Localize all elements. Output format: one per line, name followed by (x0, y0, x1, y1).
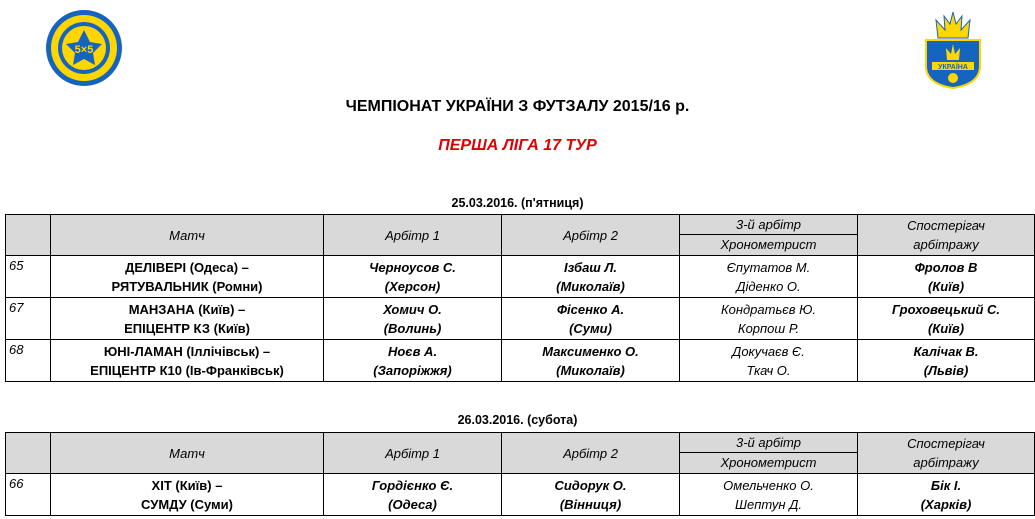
referee3-timekeeper-cell (680, 474, 858, 516)
observer-header (858, 215, 1035, 256)
observer-header-line1: Спостерігач (907, 436, 985, 451)
match-teams (51, 340, 324, 382)
referee3-name: Єпутатов М. (726, 259, 811, 275)
referee2-city: (Миколаїв) (556, 278, 625, 294)
table-header-row (6, 433, 1035, 474)
referee3-header: 3-й арбітр (680, 433, 857, 453)
observer-name: Фролов В (914, 259, 978, 275)
referee2-cell (502, 474, 680, 516)
match-date-heading: 25.03.2016. (п'ятниця) (451, 196, 584, 210)
table-header-row (6, 215, 1035, 256)
observer-city: (Харків) (920, 496, 972, 512)
team2: РЯТУВАЛЬНИК (Ромни) (111, 278, 263, 294)
referee3-timekeeper-cell (680, 298, 858, 340)
referee3-timekeeper-cell (680, 256, 858, 298)
referee1-name: Гордієнко Є. (371, 477, 454, 493)
team2: ЕПІЦЕНТР К10 (Ів-Франківськ) (90, 362, 284, 378)
referee2-cell (502, 298, 680, 340)
observer-city: (Київ) (927, 320, 965, 336)
table-row (6, 340, 1035, 382)
referee2-city: (Миколаїв) (556, 362, 625, 378)
referee1-city: (Херсон) (384, 278, 441, 294)
referee2-cell (502, 256, 680, 298)
observer-header-line2: арбітражу (913, 455, 979, 470)
schedule-table (5, 432, 1035, 516)
observer-city: (Київ) (927, 278, 965, 294)
number-header (6, 433, 51, 474)
referee3-name: Омельченко О. (723, 477, 814, 493)
observer-name: Калічак В. (913, 343, 979, 359)
team2: ЕПІЦЕНТР КЗ (Київ) (124, 320, 250, 336)
team1: ДЕЛІВЕРІ (Одеса) – (125, 259, 249, 275)
match-teams (51, 474, 324, 516)
schedule-table (5, 214, 1035, 382)
observer-city: (Львів) (923, 362, 969, 378)
match-teams (51, 298, 324, 340)
timekeeper-header: Хронометрист (720, 455, 817, 470)
referee2-name: Ізбаш Л. (563, 259, 618, 275)
futsal-association-emblem-icon (44, 8, 124, 88)
referee3-timekeeper-header (680, 215, 858, 256)
match-teams (51, 256, 324, 298)
timekeeper-name: Діденко О. (736, 278, 801, 294)
referee2-cell (502, 340, 680, 382)
referee3-name: Докучаєв Є. (732, 343, 805, 359)
referee1-city: (Запоріжжя) (373, 362, 452, 378)
referee1-name: Хомич О. (383, 301, 442, 317)
team1: МАНЗАНА (Київ) – (128, 301, 246, 317)
referee1-name: Ноєв А. (387, 343, 438, 359)
referee1-name: Черноусов С. (369, 259, 456, 275)
match-number: 68 (6, 340, 51, 382)
observer-header (858, 433, 1035, 474)
observer-cell (858, 474, 1035, 516)
referee1-cell (324, 474, 502, 516)
referee1-city: (Одеса) (388, 496, 437, 512)
timekeeper-name: Ткач О. (746, 362, 791, 378)
team1: ЮНІ-ЛАМАН (Іллічівськ) – (103, 343, 271, 359)
observer-name: Бік І. (930, 477, 962, 493)
table-row (6, 298, 1035, 340)
team2: СУМДУ (Суми) (141, 496, 233, 512)
table-row (6, 474, 1035, 516)
referee2-city: (Суми) (569, 320, 612, 336)
referee2-city: (Вінниця) (559, 496, 622, 512)
team1: ХІТ (Київ) – (151, 477, 223, 493)
match-number: 65 (6, 256, 51, 298)
referee1-header: Арбітр 1 (324, 433, 502, 474)
referee1-header: Арбітр 1 (324, 215, 502, 256)
ukraine-football-federation-emblem-icon (918, 8, 988, 90)
observer-cell (858, 256, 1035, 298)
timekeeper-name: Шептун Д. (735, 496, 802, 512)
referee2-header: Арбітр 2 (502, 215, 680, 256)
svg-text:5×5: 5×5 (74, 44, 94, 56)
referee2-name: Фісенко А. (556, 301, 625, 317)
referee1-cell (324, 256, 502, 298)
match-number: 66 (6, 474, 51, 516)
observer-cell (858, 340, 1035, 382)
referee2-name: Максименко О. (542, 343, 639, 359)
referee3-header: 3-й арбітр (680, 215, 857, 235)
match-header: Матч (51, 433, 324, 474)
referee2-header: Арбітр 2 (502, 433, 680, 474)
svg-text:УКРАЇНА: УКРАЇНА (938, 64, 968, 71)
referee3-name: Кондратьєв Ю. (720, 301, 817, 317)
referee2-name: Сидорук О. (554, 477, 627, 493)
observer-header-line1: Спостерігач (907, 218, 985, 233)
referee1-city: (Волинь) (383, 320, 442, 336)
match-header: Матч (51, 215, 324, 256)
number-header (6, 215, 51, 256)
observer-cell (858, 298, 1035, 340)
referee3-timekeeper-header (680, 433, 858, 474)
page-title: ЧЕМПІОНАТ УКРАЇНИ З ФУТЗАЛУ 2015/16 р. (345, 98, 690, 115)
match-number: 67 (6, 298, 51, 340)
observer-name: Гроховецький С. (891, 301, 1001, 317)
timekeeper-header: Хронометрист (720, 237, 817, 252)
table-row (6, 256, 1035, 298)
referee1-cell (324, 298, 502, 340)
league-round-subtitle: ПЕРША ЛІГА 17 ТУР (438, 137, 597, 154)
timekeeper-name: Корпош Р. (737, 320, 800, 336)
referee1-cell (324, 340, 502, 382)
match-date-heading: 26.03.2016. (субота) (457, 413, 578, 427)
observer-header-line2: арбітражу (913, 237, 979, 252)
referee3-timekeeper-cell (680, 340, 858, 382)
